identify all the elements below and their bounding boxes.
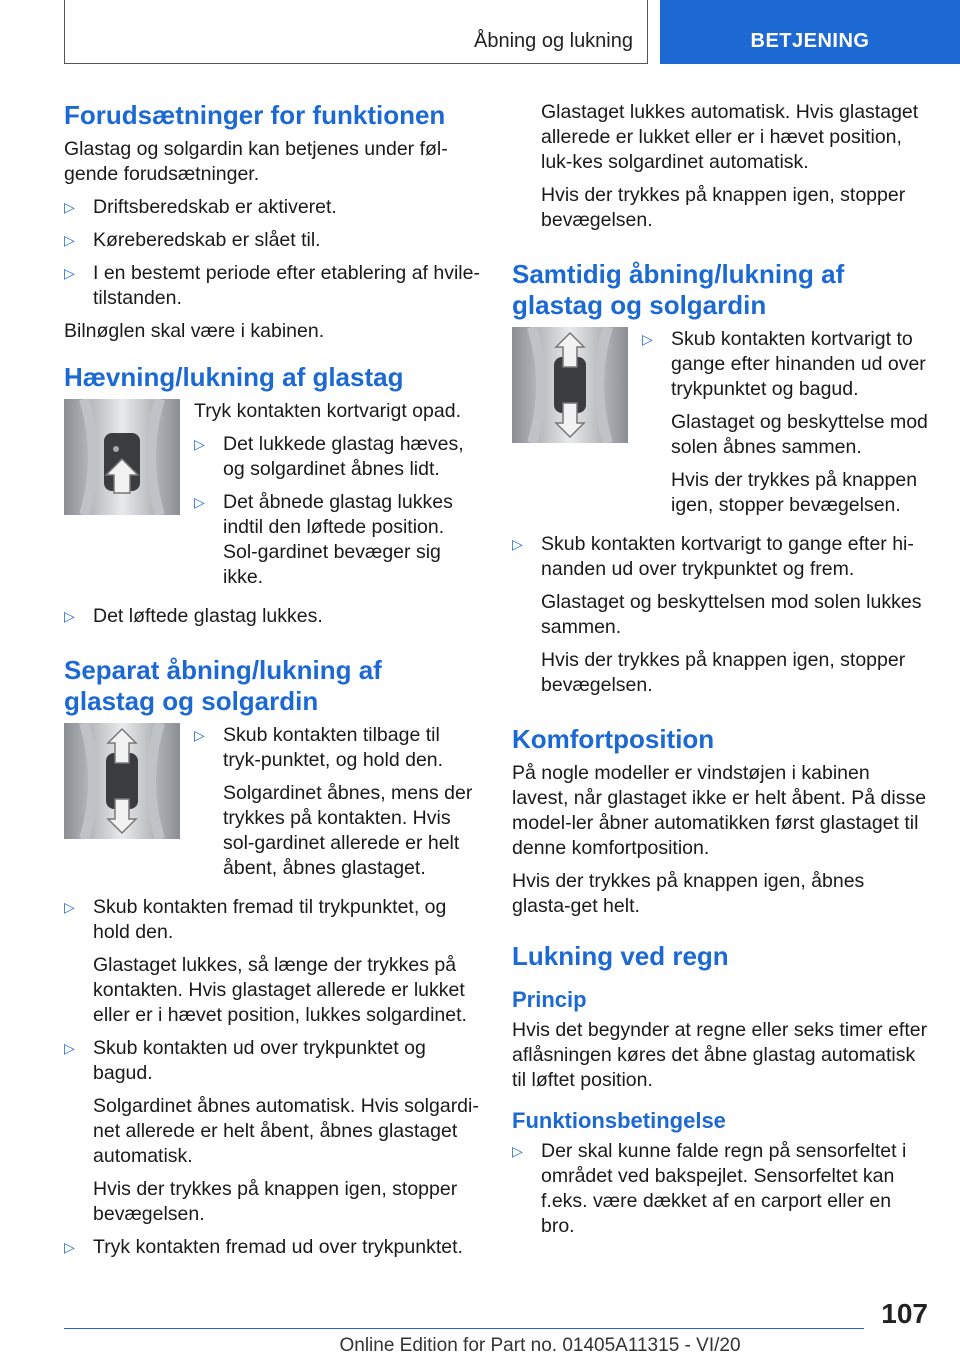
triangle-bullet-icon: ▷: [64, 1040, 75, 1056]
triangle-bullet-icon: ▷: [64, 1239, 75, 1255]
heading-comfort-position: Komfortposition: [512, 724, 715, 754]
list-item: ▷ I en bestemt periode efter etablering af hvile-tilstanden.: [64, 262, 480, 309]
list-subparagraph: Glastaget lukkes, så længe der trykkes på kontakten. Hvis glastaget allerede er lukket eller er i hævet position, lukkes solgardinet.: [93, 954, 467, 1026]
footer-divider: [64, 1328, 864, 1329]
list-item: ▷ Tryk kontakten fremad ud over trykpunktet.: [64, 1236, 463, 1258]
triangle-bullet-icon: ▷: [64, 608, 75, 624]
list-subparagraph: Glastaget lukkes automatisk. Hvis glastaget allerede er lukket eller er i hævet position, luk-kes solgardinet automatisk.: [541, 101, 919, 173]
footer-edition: Online Edition for Part no. 01405A11315 - VI/20: [339, 1335, 741, 1356]
list-item: ▷ Skub kontakten tilbage til tryk-punktet, og hold den.: [194, 724, 444, 771]
subheading-principle: Princip: [512, 987, 587, 1012]
triangle-bullet-icon: ▷: [194, 727, 205, 743]
header-section-box: [64, 0, 648, 64]
list-subparagraph: Glastaget og beskyttelsen mod solen lukkes sammen.: [541, 591, 922, 638]
list-item: ▷ Skub kontakten kortvarigt to gange efter hi-nanden ud over trykpunktet og frem.: [512, 533, 914, 580]
right-column: [512, 100, 928, 1247]
figure-block: [64, 399, 480, 598]
list-subparagraph: Solgardinet åbnes, mens der trykkes på kontakten. Hvis sol-gardinet allerede er helt åbent, åbnes glastaget.: [223, 782, 473, 879]
heading-simultaneous-open-close: Samtidig åbning/lukning af glastag og solgardin: [512, 259, 845, 320]
figure-block: [64, 723, 480, 889]
list-item: ▷ Skub kontakten ud over trykpunktet og bagud.: [64, 1037, 426, 1084]
triangle-bullet-icon: ▷: [642, 331, 653, 347]
switch-updown-illustration: [512, 327, 628, 443]
list-item: ▷ Det åbnede glastag lukkes indtil den løftede position. Sol-gardinet bevæger sig ikke.: [194, 491, 453, 588]
triangle-bullet-icon: ▷: [194, 494, 205, 510]
triangle-bullet-icon: ▷: [194, 436, 205, 452]
list-item: ▷ Det lukkede glastag hæves, og solgardinet åbnes lidt.: [194, 433, 464, 480]
heading-prerequisites: Forudsætninger for funktionen: [64, 100, 446, 130]
list-item: ▷ Skub kontakten kortvarigt to gange efter hinanden ud over trykpunktet og bagud.: [642, 328, 926, 400]
header-section-title: Åbning og lukning: [473, 30, 633, 52]
paragraph: Hvis der trykkes på knappen igen, åbnes glasta-get helt.: [512, 870, 865, 917]
heading-raise-close: Hævning/lukning af glastag: [64, 362, 404, 392]
list-subparagraph: Hvis der trykkes på knappen igen, stopper bevægelsen.: [93, 1178, 458, 1225]
page-number: 107: [881, 1298, 928, 1329]
header-chapter-title: BETJENING: [750, 30, 870, 52]
list-subparagraph: Hvis der trykkes på knappen igen, stopper bevægelsen.: [541, 649, 906, 696]
triangle-bullet-icon: ▷: [64, 232, 75, 248]
triangle-bullet-icon: ▷: [64, 199, 75, 215]
list-item: ▷ Det løftede glastag lukkes.: [64, 605, 323, 627]
list-subparagraph: Hvis der trykkes på knappen igen, stopper bevægelsen.: [671, 469, 918, 516]
list-item: ▷ Der skal kunne falde regn på sensorfeltet i området ved bakspejlet. Sensorfeltet kan f.eks. være dækket af en carport eller en bro.: [512, 1140, 907, 1237]
paragraph: Hvis det begynder at regne eller seks timer efter aflåsningen køres det åbne glastag automatisk til løftet position.: [512, 1019, 928, 1091]
paragraph: Bilnøglen skal være i kabinen.: [64, 320, 325, 342]
list-subparagraph: Solgardinet åbnes automatisk. Hvis solgardi-net allerede er helt åbent, åbnes glastaget automatisk.: [93, 1095, 479, 1167]
triangle-bullet-icon: ▷: [512, 1143, 523, 1159]
header-chapter-tab: [660, 0, 960, 64]
list-subparagraph: Glastaget og beskyttelse mod solen åbnes sammen.: [671, 411, 928, 458]
subheading-condition: Funktionsbetingelse: [512, 1108, 726, 1133]
switch-updown-illustration: [64, 723, 180, 839]
heading-rain-closing: Lukning ved regn: [512, 941, 729, 971]
heading-separate-open-close: Separat åbning/lukning af glastag og solgardin: [64, 655, 382, 716]
paragraph: Glastag og solgardin kan betjenes under føl-gende forudsætninger.: [64, 138, 448, 185]
figure-block: [512, 327, 928, 526]
paragraph: Tryk kontakten kortvarigt opad.: [194, 400, 461, 422]
switch-up-illustration: [64, 399, 180, 515]
triangle-bullet-icon: ▷: [64, 899, 75, 915]
list-item: ▷ Driftsberedskab er aktiveret.: [64, 196, 337, 218]
list-subparagraph: Hvis der trykkes på knappen igen, stopper bevægelsen.: [541, 184, 906, 231]
triangle-bullet-icon: ▷: [64, 265, 75, 281]
list-item: ▷ Køreberedskab er slået til.: [64, 229, 321, 251]
paragraph: På nogle modeller er vindstøjen i kabinen lavest, når glastaget ikke er helt åbent. På disse model-ler åbner automatikken først glastaget til denne komfortposition.: [512, 762, 927, 859]
left-column: [64, 100, 480, 1268]
list-item: ▷ Skub kontakten fremad til trykpunktet, og hold den.: [64, 896, 447, 943]
triangle-bullet-icon: ▷: [512, 536, 523, 552]
